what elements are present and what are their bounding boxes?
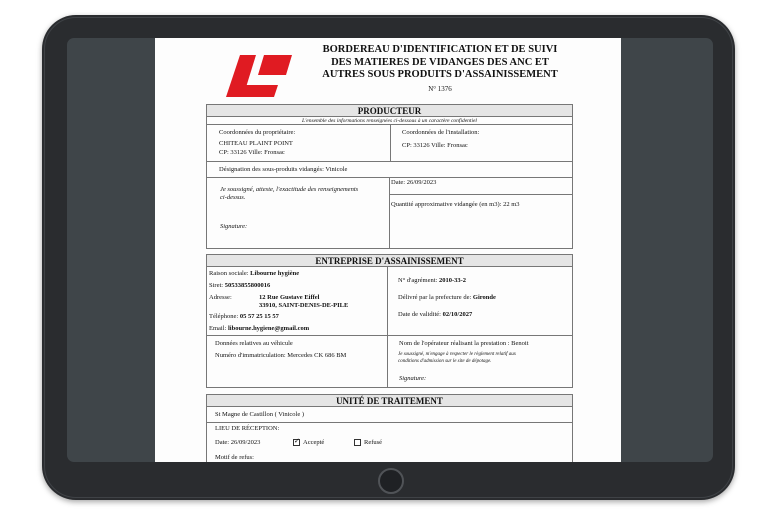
check-icon: ✓ <box>294 437 300 445</box>
refuse-checkbox[interactable] <box>354 439 361 446</box>
refuse-label: Refusé <box>364 439 383 446</box>
site-name: St Magne de Castillon ( Vinicole ) <box>215 411 305 418</box>
tablet-screen <box>67 38 713 462</box>
adresse-line-2: 33910, SAINT-DENIS-DE-PILE <box>259 302 349 309</box>
agrement: N° d'agrément: 2010-33-2 <box>398 277 467 284</box>
entreprise-section <box>206 254 573 388</box>
accepte-label: Accepté <box>303 439 325 446</box>
install-label: Coordonnées de l'installation: <box>402 129 480 136</box>
adresse-label: Adresse: <box>209 294 232 301</box>
attest-line-2: ci-dessus. <box>220 194 246 201</box>
designation: Désignation des sous-produits vidangés: Vinicole <box>219 166 348 173</box>
producteur-section <box>206 104 573 249</box>
engage-line-2: conditions d'admission sur le site de dépotage. <box>398 359 492 364</box>
owner-label: Coordonnées du propriétaire: <box>219 129 296 136</box>
install-cp: CP: 33126 Ville: Fronsac <box>402 142 468 149</box>
immatriculation: Numéro d'immatriculation: Mercedes CK 686 BM <box>215 352 347 359</box>
entreprise-signature: Signature: <box>399 375 427 382</box>
confidential-note: L'ensemble des informations renseignées ci-dessous à un caractère confidentiel <box>207 117 572 125</box>
producteur-header: PRODUCTEUR <box>207 105 572 117</box>
telephone: Téléphone: 05 57 25 15 57 <box>209 313 279 320</box>
lieu-reception: LIEU DE RÉCEPTION: <box>215 425 280 432</box>
document-page <box>155 38 621 462</box>
home-button[interactable] <box>378 468 404 494</box>
company-logo <box>226 55 292 97</box>
motif-refus: Motif de refus: <box>215 454 254 461</box>
owner-cp: CP: 33126 Ville: Fronsac <box>219 149 285 156</box>
unite-section <box>206 394 573 462</box>
delivre-par: Délivré par la prefecture de: Gironde <box>398 294 496 301</box>
accepte-checkbox[interactable] <box>293 439 300 446</box>
producteur-date: Date: 26/09/2023 <box>391 179 437 186</box>
raison-sociale: Raison sociale: Libourne hygiène <box>209 270 300 277</box>
reception-date: Date: 26/09/2023 <box>215 439 261 446</box>
siret: Siret: 50533855800016 <box>209 282 271 289</box>
operateur: Nom de l'opérateur réalisant la prestation : Benoit <box>399 340 529 347</box>
entreprise-header: ENTREPRISE D'ASSAINISSEMENT <box>207 255 572 267</box>
title-line-2: DES MATIERES DE VIDANGES DES ANC ET <box>331 56 549 68</box>
vehicule-label: Données relatives au véhicule <box>215 340 293 347</box>
title-line-3: AUTRES SOUS PRODUITS D'ASSAINISSEMENT <box>322 69 558 80</box>
producteur-signature: Signature: <box>220 223 248 230</box>
title-line-1: BORDEREAU D'IDENTIFICATION ET DE SUIVI <box>322 44 558 55</box>
email: Email: libourne.hygiene@gmail.com <box>209 325 310 332</box>
attest-line-1: Je soussigné, atteste, l'exactitude des renseignements <box>220 186 359 193</box>
document-title <box>295 44 585 82</box>
document-number: N° 1376 <box>428 85 452 93</box>
owner-name: CHITEAU PLAINT POINT <box>219 140 293 147</box>
engage-line-1: Je soussigné, m'engage à respecter le règlement relatif aux <box>398 352 517 357</box>
quantity: Quantité approximative vidangée (en m3): 22 m3 <box>391 201 520 208</box>
adresse-line-1: 12 Rue Gustave Eiffel <box>259 294 320 301</box>
date-validite: Date de validité: 02/10/2027 <box>398 311 473 318</box>
unite-header: UNITÉ DE TRAITEMENT <box>207 395 572 407</box>
